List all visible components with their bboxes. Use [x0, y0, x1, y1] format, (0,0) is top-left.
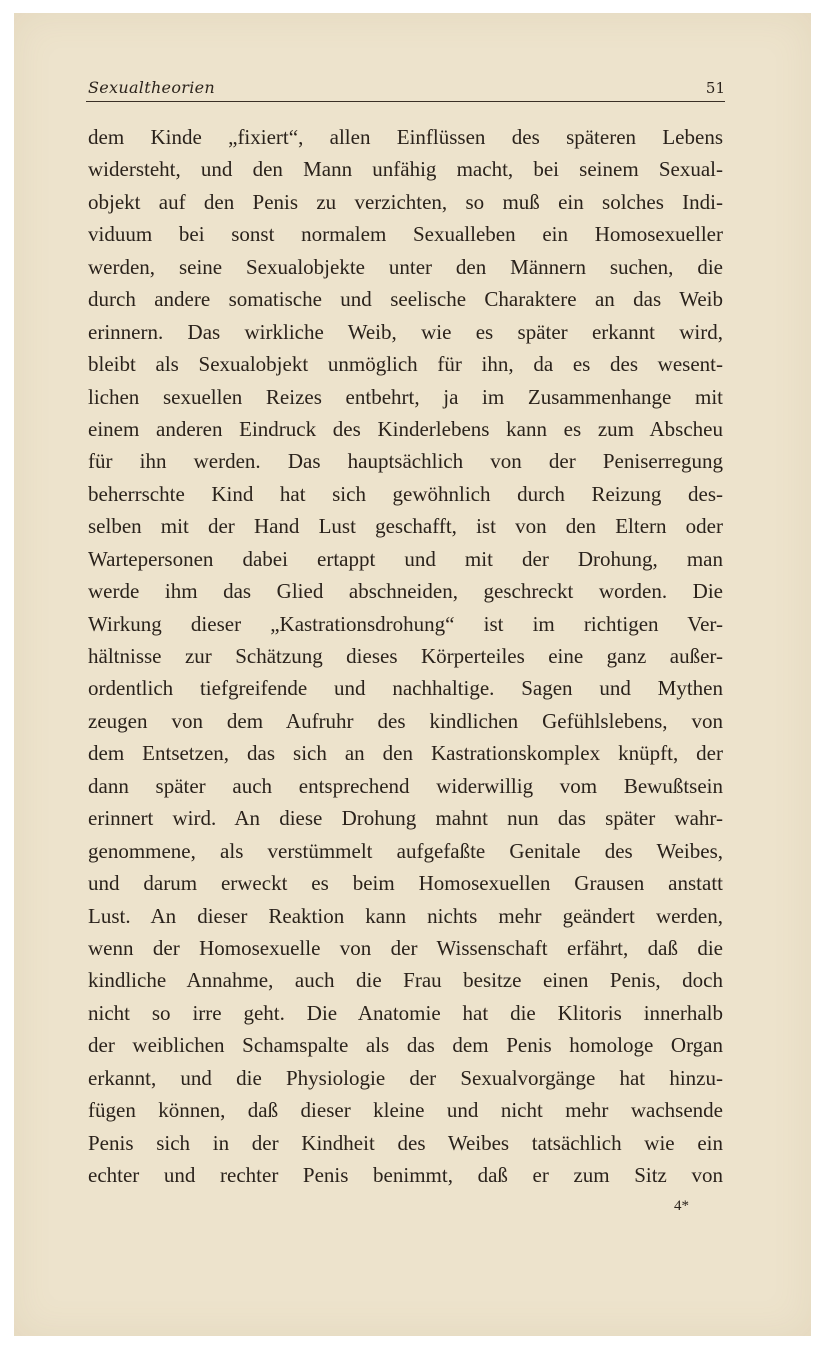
- text-line: dem Entsetzen, das sich an den Kastrationskomplex knüpft, der: [88, 741, 723, 766]
- text-line: lichen sexuellen Reizes entbehrt, ja im Zusammenhange mit: [88, 384, 723, 409]
- running-head-title: Sexualtheorien: [88, 78, 215, 97]
- text-line: hältnisse zur Schätzung dieses Körperteiles eine ganz außer-: [88, 644, 723, 668]
- text-line: ordentlich tiefgreifende und nachhaltige. Sagen und Mythen: [88, 676, 723, 701]
- body-text: [88, 121, 723, 1191]
- text-line: echter und rechter Penis benimmt, daß er zum Sitz von: [88, 1163, 723, 1187]
- text-line: wenn der Homosexuelle von der Wissenschaft erfährt, daß die: [88, 935, 723, 960]
- text-line: erinnern. Das wirkliche Weib, wie es später erkannt wird,: [88, 319, 723, 344]
- text-line: bleibt als Sexualobjekt unmöglich für ihn, da es des wesent-: [88, 352, 723, 377]
- text-line: für ihn werden. Das hauptsächlich von der Peniserregung: [88, 449, 723, 474]
- text-line: werden, seine Sexualobjekte unter den Männern suchen, die: [88, 254, 723, 279]
- signature-mark: 4*: [674, 1198, 689, 1214]
- text-line: erinnert wird. An diese Drohung mahnt nun das später wahr-: [88, 806, 723, 831]
- text-line: Wartepersonen dabei ertappt und mit der Drohung, man: [88, 546, 723, 571]
- text-line: Penis sich in der Kindheit des Weibes tatsächlich wie ein: [88, 1130, 723, 1155]
- text-line: durch andere somatische und seelische Charaktere an das Weib: [88, 287, 723, 312]
- text-line: der weiblichen Schamspalte als das dem Penis homologe Organ: [88, 1033, 723, 1058]
- running-head: [86, 75, 725, 102]
- page-number: 51: [705, 79, 725, 97]
- text-line: genommene, als verstümmelt aufgefaßte Genitale des Weibes,: [88, 838, 723, 863]
- text-line: viduum bei sonst normalem Sexualleben ein Homosexueller: [88, 222, 723, 247]
- text-line: einem anderen Eindruck des Kinderlebens kann es zum Abscheu: [88, 416, 723, 441]
- text-line: objekt auf den Penis zu verzichten, so muß ein solches Indi-: [88, 189, 723, 214]
- text-line: zeugen von dem Aufruhr des kindlichen Gefühlslebens, von: [88, 708, 723, 733]
- book-page: [14, 13, 811, 1336]
- text-line: Lust. An dieser Reaktion kann nichts mehr geändert werden,: [88, 903, 723, 928]
- text-line: dem Kinde „fixiert“, allen Einflüssen des späteren Lebens: [88, 125, 723, 149]
- text-line: dann später auch entsprechend widerwillig vom Bewußtsein: [88, 773, 723, 798]
- text-line: nicht so irre geht. Die Anatomie hat die Klitoris innerhalb: [88, 1000, 723, 1025]
- text-line: erkannt, und die Physiologie der Sexualvorgänge hat hinzu-: [88, 1065, 723, 1090]
- text-line: fügen können, daß dieser kleine und nicht mehr wachsende: [88, 1098, 723, 1123]
- text-line: werde ihm das Glied abschneiden, geschreckt worden. Die: [88, 579, 723, 604]
- text-line: kindliche Annahme, auch die Frau besitze einen Penis, doch: [88, 968, 723, 993]
- text-line: beherrschte Kind hat sich gewöhnlich durch Reizung des-: [88, 481, 723, 506]
- text-line: widersteht, und den Mann unfähig macht, bei seinem Sexual-: [88, 157, 723, 182]
- text-line: und darum erweckt es beim Homosexuellen Grausen anstatt: [88, 871, 723, 896]
- text-line: selben mit der Hand Lust geschafft, ist von den Eltern oder: [88, 514, 723, 539]
- text-line: Wirkung dieser „Kastrationsdrohung“ ist im richtigen Ver-: [88, 611, 723, 636]
